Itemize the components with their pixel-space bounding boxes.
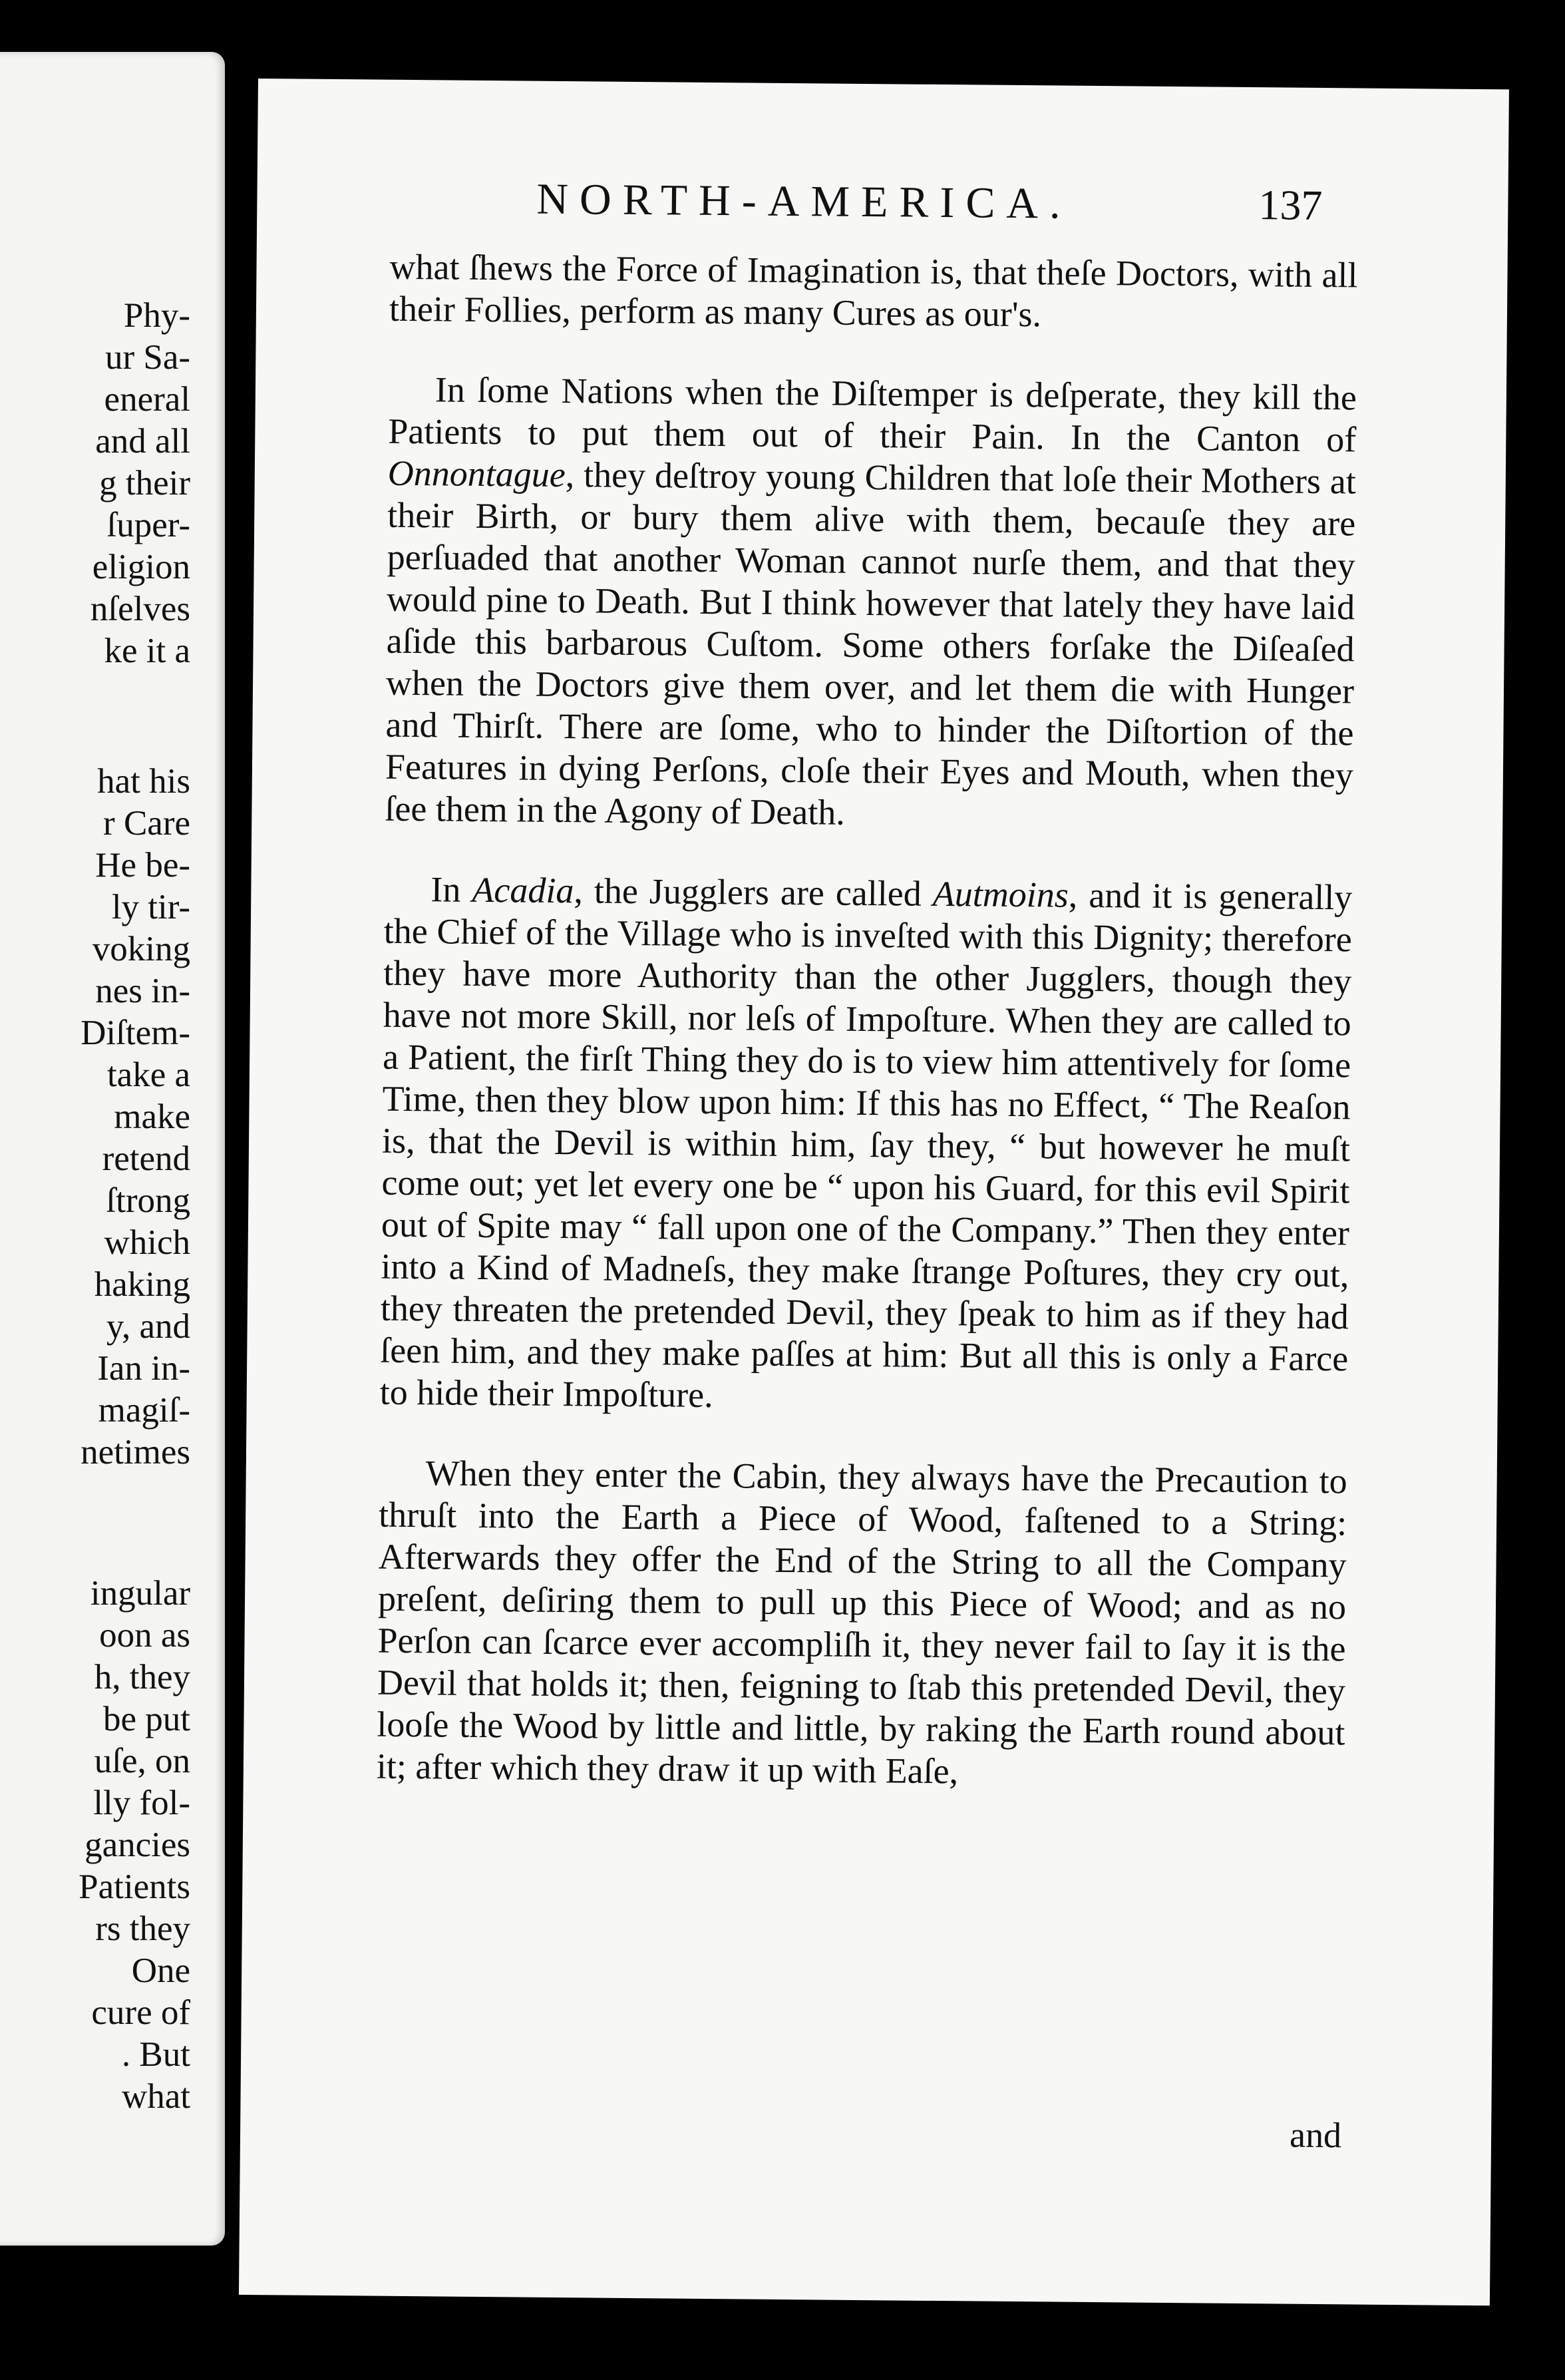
left-page-line: be put (103, 1700, 190, 1738)
left-page-line: nes in- (95, 972, 190, 1010)
left-page-line: uſe, on (94, 1742, 190, 1780)
paragraph: what ſhews the Force of Imagination is, that theſe Doctors, with all their Follies, perform as many Cures as our's. (389, 246, 1358, 335)
left-page-line: which (104, 1223, 190, 1262)
left-page-line: cure of (91, 1993, 190, 2032)
left-page-line: ur Sa- (104, 338, 190, 377)
left-page-line: retend (102, 1139, 190, 1178)
left-page-line: Diſtem- (81, 1014, 190, 1052)
left-page-line: eligion (92, 548, 190, 586)
body-text (376, 246, 1358, 1835)
left-page-line: nſelves (90, 590, 190, 628)
left-page-line: ke it a (104, 632, 190, 670)
left-page-line: what (121, 2077, 190, 2116)
left-page (0, 52, 225, 2246)
left-page-line: ſtrong (106, 1181, 190, 1220)
left-page-line: ly tir- (111, 888, 190, 926)
left-page-line: haking (94, 1265, 190, 1304)
left-page-line: g their (99, 464, 190, 502)
right-page (239, 79, 1509, 2305)
left-page-line: lly fol- (93, 1784, 190, 1822)
left-page-line: He be- (95, 846, 190, 885)
running-head: NORTH-AMERICA. (536, 174, 1072, 228)
left-page-line: r Care (103, 804, 190, 843)
page-number: 137 (1258, 181, 1323, 229)
left-page-line: ſuper- (106, 506, 190, 544)
left-page-line: Ian in- (97, 1349, 190, 1388)
paragraph: When they enter the Cabin, they always have the Precaution to thruſt into the Earth a Piece of Wood, faſtened to a String: Afterwards they offer the End of the String to all the Company preſent, deſiring them to pull up this Piece of Wood; and as no Perſon can ſcarce ever accompliſh it, they never fail to ſay it is the Devil that holds it; then, feigning to ſtab this pretended Devil, they looſe the Wood by little and little, by raking the Earth round about it; after which they draw it up with Eaſe, (376, 1453, 1347, 1792)
left-page-line: netimes (81, 1433, 190, 1472)
left-page-line: Patients (79, 1868, 190, 1906)
left-page-line: voking (92, 930, 190, 968)
left-page-line: magiſ- (98, 1391, 190, 1430)
left-page-line: h, they (94, 1658, 190, 1696)
left-page-line: eneral (104, 380, 190, 419)
left-page-line: ingular (90, 1574, 190, 1613)
left-page-line: One (131, 1951, 190, 1990)
left-page-line: y, and (106, 1307, 190, 1346)
left-page-line: Phy- (123, 296, 190, 335)
left-page-line: take a (106, 1056, 190, 1094)
paragraph: In Acadia, the Jugglers are called Autmoins, and it is generally the Chief of the Village who is inveſted with this Dignity; therefore they have more Authority than the other Jugglers, though they have not more Skill, nor leſs of Impoſture. When they are called to a Patient, the firſt Thing they do is to view him attentively for ſome Time, then they blow upon him: If this has no Effect, “ The Reaſon is, that the Devil is within him, ſay they, “ but however he muſt come out; yet let every one be “ upon his Guard, for this evil Spirit out of Spite may “ fall upon one of the Company.” Then they enter into a Kind of Madneſs, they make ſtrange Poſtures, they cry out, they threaten the pretended Devil, they ſpeak to him as if they had ſeen him, and they make paſſes at him: But all this is only a Farce to hide their Impoſture. (379, 869, 1353, 1416)
left-page-line: . But (121, 2035, 190, 2074)
left-page-line: make (114, 1097, 190, 1136)
paragraph: In ſome Nations when the Diſtemper is deſperate, they kill the Patients to put them out of their Pain. In the Canton of Onnontague, they deſtroy young Children that loſe their Mothers at their Birth, or bury them alive with them, becauſe they are perſuaded that another Woman cannot nurſe them, and that they would pine to Death. But I think however that lately they have laid aſide this barbarous Cuſtom. Some others forſake the Diſeaſed when the Doctors give them over, and let them die with Hunger and Thirſt. There are ſome, who to hinder the Diſtortion of the Features in dying Perſons, cloſe their Eyes and Mouth, when they ſee them in the Agony of Death. (385, 369, 1357, 833)
left-page-line: rs they (95, 1909, 190, 1948)
left-page-line: gancies (85, 1826, 190, 1864)
left-page-line: hat his (97, 762, 190, 801)
left-page-line: oon as (99, 1616, 190, 1655)
left-page-line: and all (95, 422, 190, 461)
catchword: and (1289, 2114, 1342, 2156)
